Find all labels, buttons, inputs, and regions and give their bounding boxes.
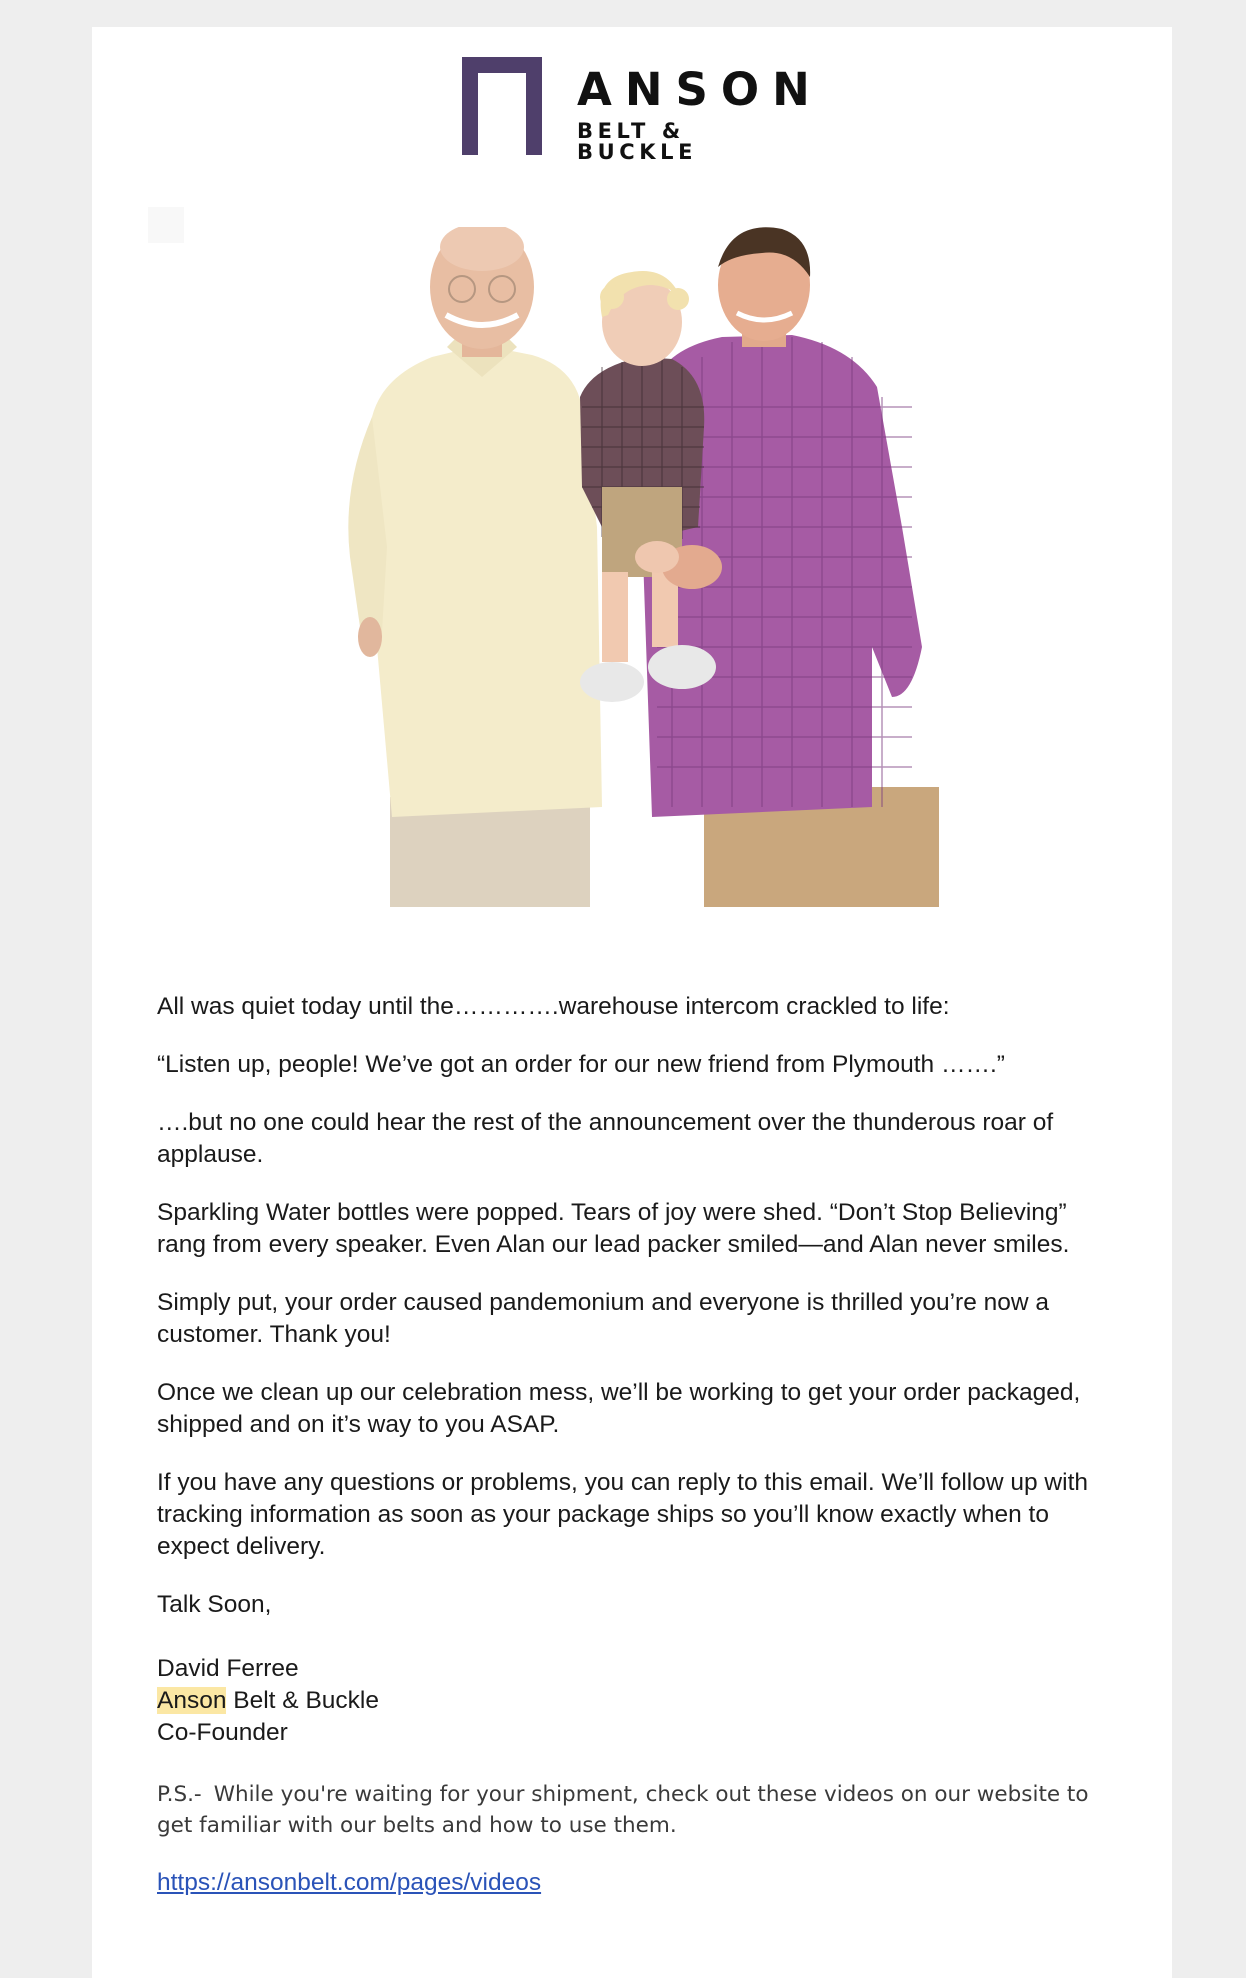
videos-link[interactable]: https://ansonbelt.com/pages/videos xyxy=(157,1869,542,1896)
email-card xyxy=(92,27,1172,1978)
anson-logo-mark-icon xyxy=(462,57,542,155)
brand-logo[interactable] xyxy=(462,57,823,164)
paragraph-questions: If you have any questions or problems, you can reply to this email. We’ll follow up with tracking information as soon as your package ships so you’ll know exactly when to expect delivery. xyxy=(157,1469,1088,1560)
signature xyxy=(157,1653,1117,1749)
signature-title: Co-Founder xyxy=(157,1719,288,1746)
postscript xyxy=(157,1779,1117,1841)
postscript-text: While you're waiting for your shipment, check out these videos on our website to get familiar with our belts and how to use them. xyxy=(157,1782,1089,1838)
paragraph-thanks: Simply put, your order caused pandemonium and everyone is thrilled you’re now a customer. Thank you! xyxy=(157,1289,1050,1348)
signature-company-rest: Belt & Buckle xyxy=(226,1687,379,1714)
closing: Talk Soon, xyxy=(157,1591,272,1618)
brand-name: ANSON xyxy=(577,63,823,116)
signature-company xyxy=(157,1685,1117,1717)
paragraph-announcement: “Listen up, people! We’ve got an order for our new friend from Plymouth …….” xyxy=(157,1051,1005,1078)
paragraph-shipping: Once we clean up our celebration mess, we’ll be working to get your order packaged, shipped and on it’s way to you ASAP. xyxy=(157,1379,1081,1438)
family-portrait-photo xyxy=(312,227,1002,907)
postscript-label: P.S.- xyxy=(157,1782,202,1807)
signature-company-highlight: Anson xyxy=(157,1687,227,1714)
email-body xyxy=(157,991,1117,1899)
paragraph-intro: All was quiet today until the………….warehouse intercom crackled to life: xyxy=(157,993,950,1020)
image-placeholder xyxy=(148,207,184,243)
paragraph-celebration: Sparkling Water bottles were popped. Tears of joy were shed. “Don’t Stop Believing” rang from every speaker. Even Alan our lead packer smiled—and Alan never smiles. xyxy=(157,1199,1070,1258)
signature-name: David Ferree xyxy=(157,1655,299,1682)
paragraph-applause: ….but no one could hear the rest of the announcement over the thunderous roar of applause. xyxy=(157,1109,1054,1168)
brand-tagline: BELT & BUCKLE xyxy=(577,119,698,164)
